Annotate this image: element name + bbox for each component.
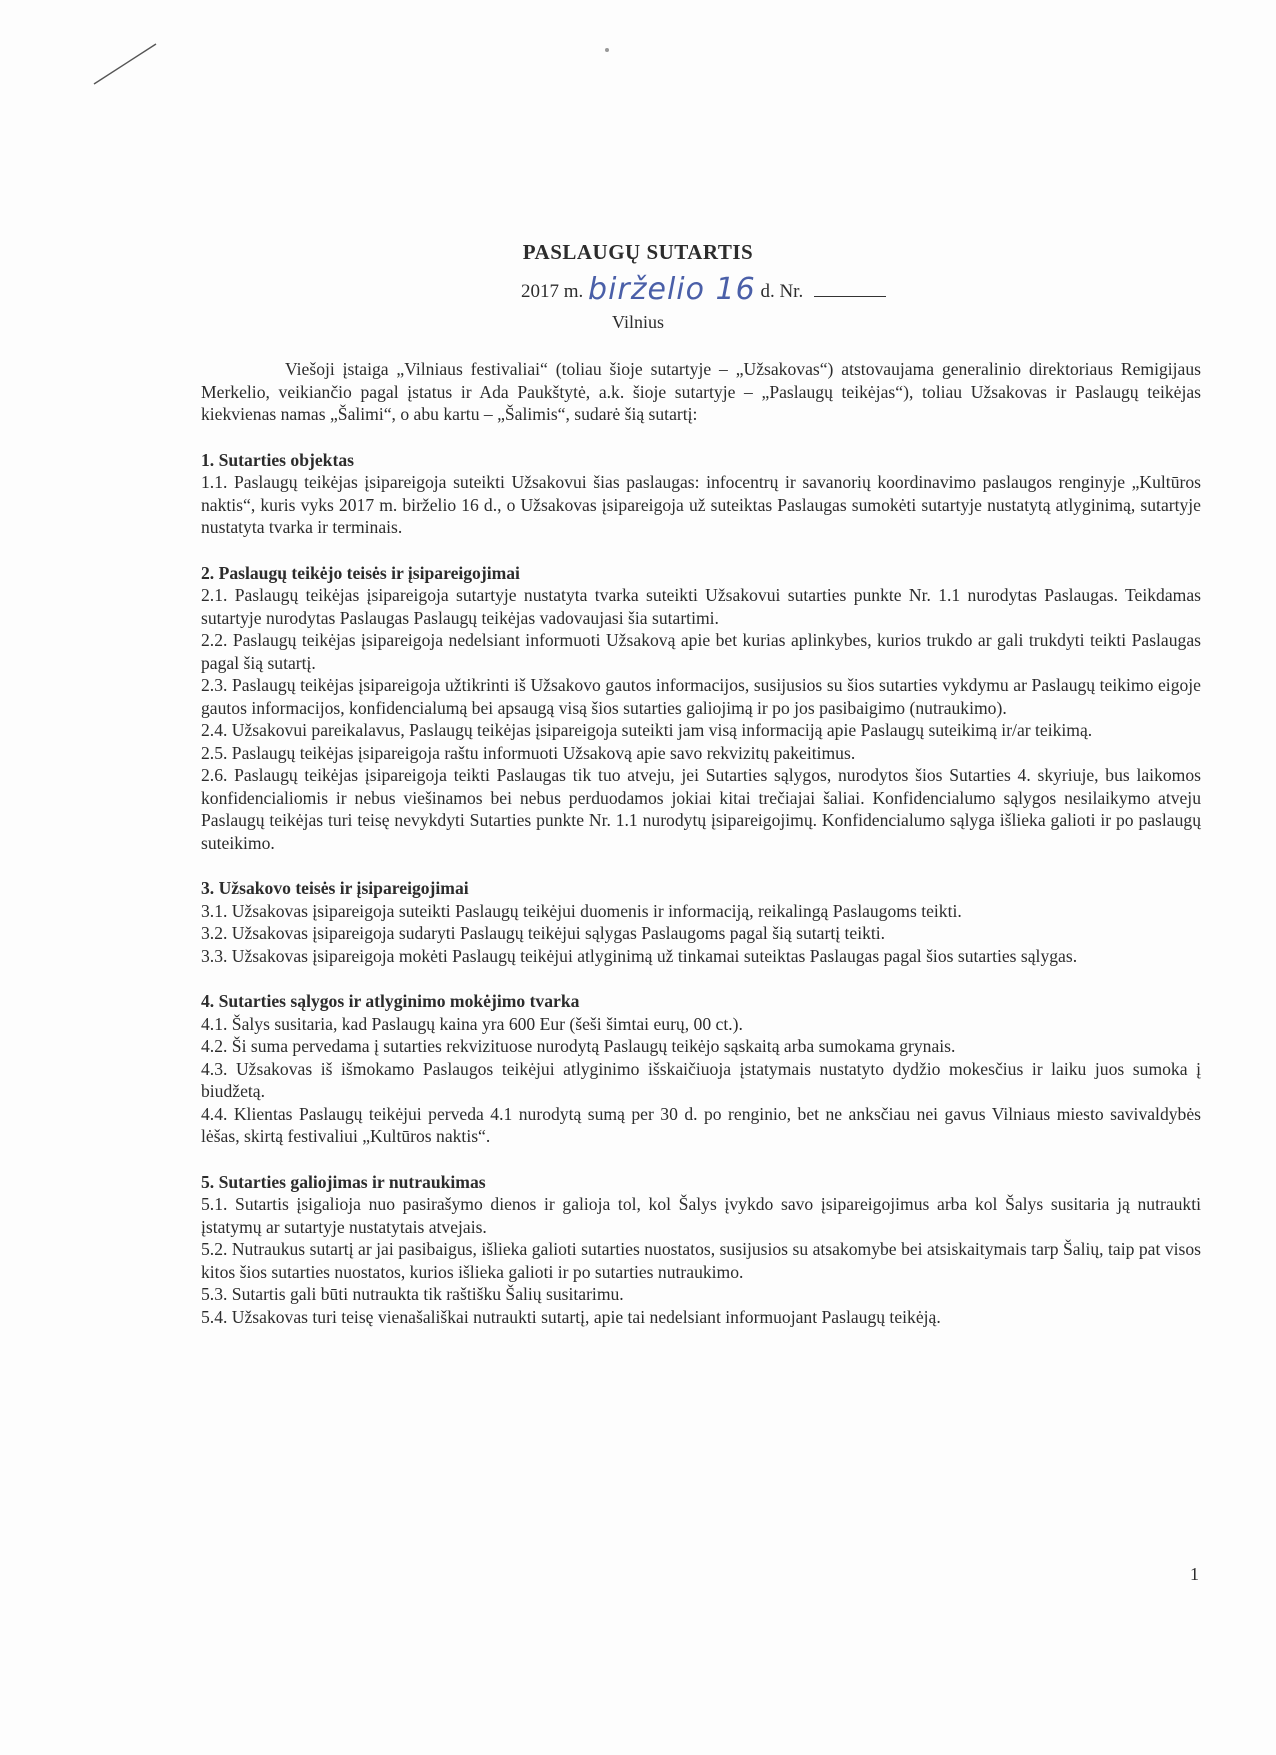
clause: 3.1. Užsakovas įsipareigoja suteikti Paslaugų teikėjui duomenis ir informaciją, reikalingą Paslaugoms teikti.	[201, 900, 962, 921]
clause: 5.3. Sutartis gali būti nutraukta tik raštišku Šalių susitarimu.	[201, 1284, 624, 1304]
clause: 3.2. Užsakovas įsipareigoja sudaryti Paslaugų teikėjui sąlygas Paslaugoms pagal šią sutartį teikti.	[201, 923, 886, 943]
section-title: 3. Užsakovo teisės ir įsipareigojimai	[201, 878, 469, 898]
clause: 1.1. Paslaugų teikėjas įsipareigoja suteikti Užsakovui šias paslaugas: infocentrų ir savanorių koordinavimo paslaugos renginyje „Kultūros naktis“, kuris vyks 2017 m. birželio 16 d., o Užsakovas įsipareigoja už suteiktas Paslaugas sumokėti sutartyje nustatytą atlyginimą, sutartyje nustatyta tvarka ir terminais.	[201, 472, 1201, 537]
clause: 3.3. Užsakovas įsipareigoja mokėti Paslaugų teikėjui atlyginimą už tinkamai suteiktas Paslaugas pagal šios sutarties sąlygas.	[201, 945, 1078, 966]
pen-stroke-mark	[90, 40, 160, 90]
number-label: d. Nr.	[760, 281, 804, 302]
contract-title: PASLAUGŲ SUTARTIS	[522, 240, 754, 264]
clause: 5.2. Nutraukus sutartį ar jai pasibaigus, išlieka galioti sutarties nuostatos, susijusios su atsakomybe bei atsiskaitymais tarp Šalių, taip pat visos kitos šios sutarties nuostatos, kurios išlieka galioti ir po sutarties nutraukimo.	[201, 1239, 1201, 1282]
clause: 2.3. Paslaugų teikėjas įsipareigoja užtikrinti iš Užsakovo gautos informacijos, susijusios su šios sutarties vykdymu ar Paslaugų teikimo eigoje gautos informacijos, konfidencialumą bei apsaugą visą šios sutarties galiojimą ir po jos pasibaigimo (nutraukimo).	[201, 675, 1201, 718]
clause: 2.4. Užsakovui pareikalavus, Paslaugų teikėjas įsipareigoja suteikti jam visą informaciją apie Paslaugų suteikimą ir/ar teikimą.	[201, 720, 1093, 740]
clause: 4.4. Klientas Paslaugų teikėjui perveda 4.1 nurodytą sumą per 30 d. po renginio, bet ne anksčiau nei gavus Vilniaus miesto savivaldybės lėšas, skirtą festivaliui „Kultūros naktis“.	[201, 1103, 1201, 1146]
clause: 4.1. Šalys susitaria, kad Paslaugų kaina yra 600 Eur (šeši šimtai eurų, 00 ct.).	[201, 1013, 743, 1034]
clause: 2.6. Paslaugų teikėjas įsipareigoja teikti Paslaugas tik tuo atveju, jei Sutarties sąlygos, nurodytos šios Sutarties 4. skyriuje, bus laikomos konfidencialiomis ir nebus viešinamos bei nebus perduodamos jokiai kitai trečiajai šaliai. Konfidencialumo sąlygos nesilaikymo atveju Paslaugų teikėjas turi teisę nevykdyti Sutarties punkte Nr. 1.1 nurodytų įsipareigojimų. Konfidencialumo sąlyga išlieka galioti ir po paslaugų suteikimo.	[201, 765, 1201, 853]
city: Vilnius	[612, 312, 664, 332]
scan-speck	[605, 48, 609, 52]
section-title: 5. Sutarties galiojimas ir nutraukimas	[201, 1171, 486, 1192]
section-title: 4. Sutarties sąlygos ir atlyginimo mokėjimo tvarka	[201, 991, 580, 1011]
clause: 4.3. Užsakovas iš išmokamo Paslaugos teikėjui atlyginimo išskaičiuoja įstatymais nustatyto dydžio mokesčius ir laiku juos sumoka į biudžetą.	[201, 1058, 1201, 1101]
contract-body	[201, 358, 1201, 1328]
clause: 2.2. Paslaugų teikėjas įsipareigoja nedelsiant informuoti Užsakovą apie bet kurias aplinkybes, kurios trukdo ar gali trukdyti teikti Paslaugas pagal šią sutartį.	[201, 630, 1201, 673]
clause: 4.2. Ši suma pervedama į sutarties rekvizituose nurodytą Paslaugų teikėjo sąskaitą arba sumokama grynais.	[201, 1036, 956, 1056]
clause: 2.5. Paslaugų teikėjas įsipareigoja raštu informuoti Užsakovą apie savo rekvizitų pakeitimus.	[201, 742, 856, 763]
date-line	[521, 270, 886, 305]
page-number: 1	[1190, 1564, 1199, 1584]
handwritten-date: birželio 16	[588, 272, 756, 307]
clause: 2.1. Paslaugų teikėjas įsipareigoja sutartyje nustatyta tvarka suteikti Užsakovui sutarties punkte Nr. 1.1 nurodytas Paslaugas. Teikdamas sutartyje nurodytas Paslaugas Paslaugų teikėjas vadovaujasi šia sutartimi.	[201, 585, 1201, 628]
section-title: 2. Paslaugų teikėjo teisės ir įsipareigojimai	[201, 562, 520, 583]
clause: 5.4. Užsakovas turi teisę vienašališkai nutraukti sutartį, apie tai nedelsiant informuojant Paslaugų teikėją.	[201, 1306, 941, 1327]
section-title: 1. Sutarties objektas	[201, 449, 354, 470]
date-year: 2017 m.	[521, 281, 584, 302]
clause: 5.1. Sutartis įsigalioja nuo pasirašymo dienos ir galioja tol, kol Šalys įvykdo savo įsipareigojimus arba kol Šalys susitaria ją nutraukti įstatymų ar sutartyje nustatytais atvejais.	[201, 1194, 1201, 1237]
number-blank-line	[814, 296, 886, 297]
intro-paragraph: Viešoji įstaiga „Vilniaus festivaliai“ (toliau šioje sutartyje – „Užsakovas“) atstovaujama generalinio direktoriaus Remigijaus Merkelio, veikiančio pagal įstatus ir Ada Paukštytė, a.k. šioje sutartyje – „Paslaugų teikėjas“), toliau Užsakovas ir Paslaugų teikėjas kiekvienas namas „Šalimi“, o abu kartu – „Šalimis“, sudarė šią sutartį:	[201, 359, 1201, 424]
